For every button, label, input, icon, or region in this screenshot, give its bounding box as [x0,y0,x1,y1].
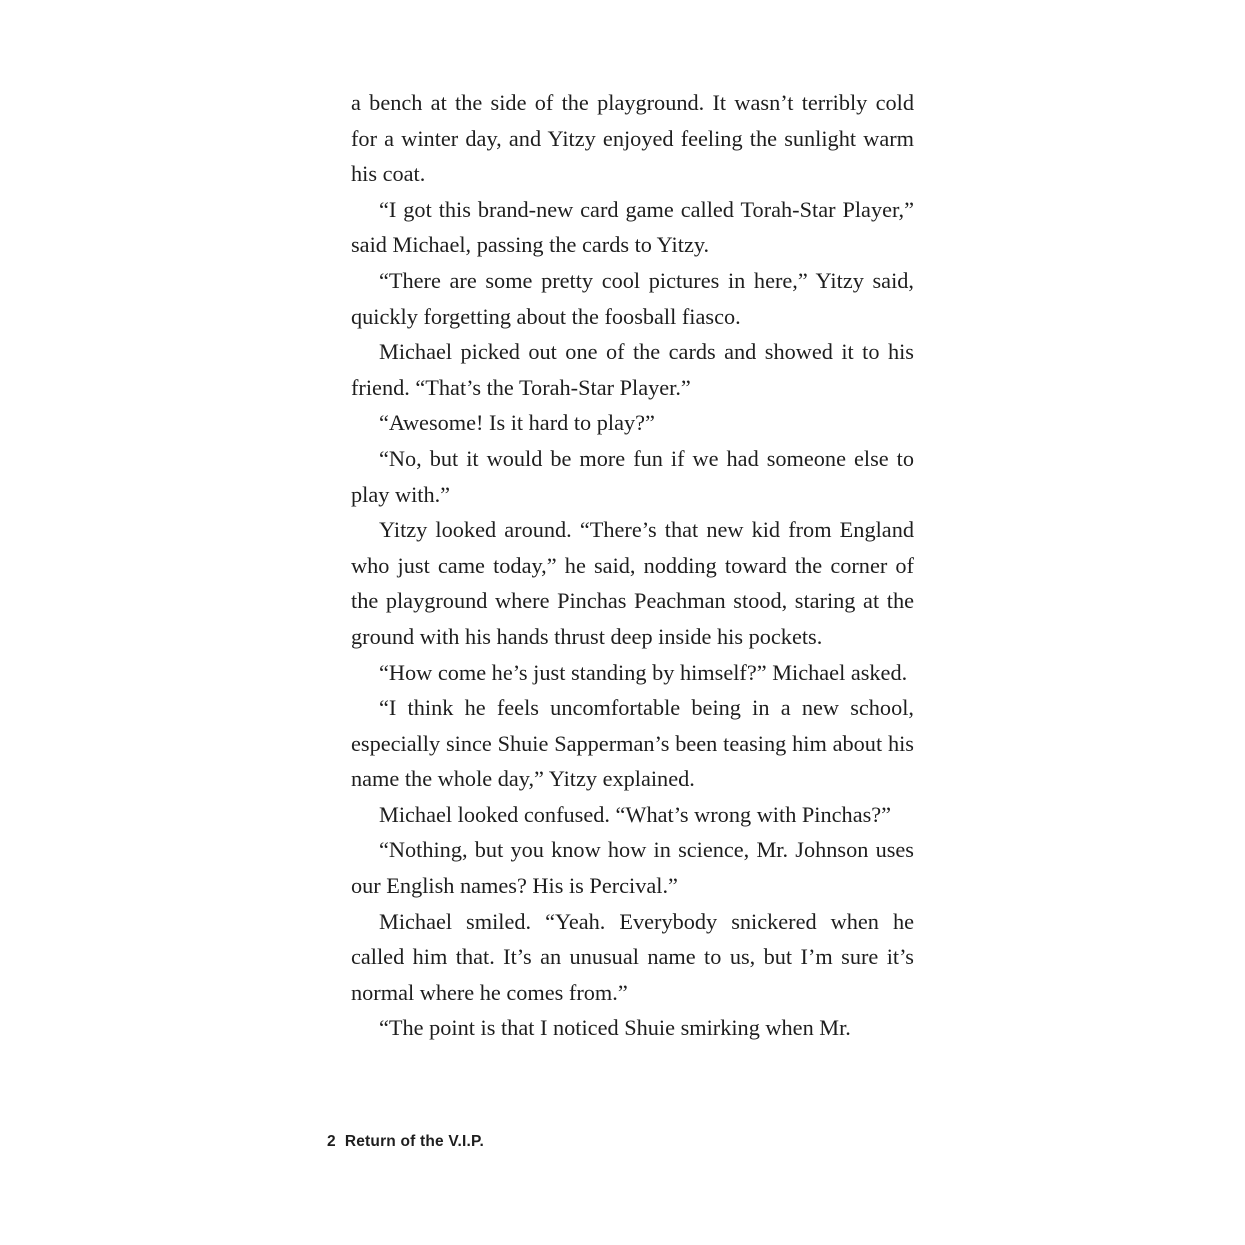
paragraph-1: a bench at the side of the playground. It wasn’t terribly cold for a winter day, and Yitzy enjoyed feeling the sunlight warm his coat. [351,90,914,187]
running-title: Return of the V.I.P. [344,1133,485,1150]
paragraph-9: “I think he feels uncomfortable being in a new school, especially since Shuie Sapperman’s been teasing him about his name the whole day,” Yitzy explained. [351,695,914,792]
paragraph-4: Michael picked out one of the cards and showed it to his friend. “That’s the Torah-Star Player.” [351,339,914,400]
paragraph-8: “How come he’s just standing by himself?” Michael asked. [379,659,908,685]
paragraph-6: “No, but it would be more fun if we had someone else to play with.” [351,445,914,507]
paragraph-5: “Awesome! Is it hard to play?” [379,410,655,436]
paragraph-2: “I got this brand-new card game called Torah-Star Player,” said Michael, passing the cards to Yitzy. [351,196,914,258]
paragraph-12: Michael smiled. “Yeah. Everybody snickered when he called him that. It’s an unusual name to us, but I’m sure it’s normal where he comes from.” [351,908,914,1005]
page-footer [327,1133,484,1151]
paragraph-7: Yitzy looked around. “There’s that new kid from England who just came today,” he said, nodding toward the corner of the playground where Pinchas Peachman stood, staring at the ground with his hands thrust deep inside his pockets. [351,517,914,649]
paragraph-3: “There are some pretty cool pictures in here,” Yitzy said, quickly forgetting about the foosball fiasco. [351,267,914,329]
paragraph-11: “Nothing, but you know how in science, Mr. Johnson uses our English names? His is Percival.” [351,837,914,899]
page-number: 2 [327,1133,336,1150]
paragraph-10: Michael looked confused. “What’s wrong with Pinchas?” [379,801,892,827]
paragraph-13: “The point is that I noticed Shuie smirking when Mr. [379,1015,851,1041]
body-text [351,85,914,1046]
